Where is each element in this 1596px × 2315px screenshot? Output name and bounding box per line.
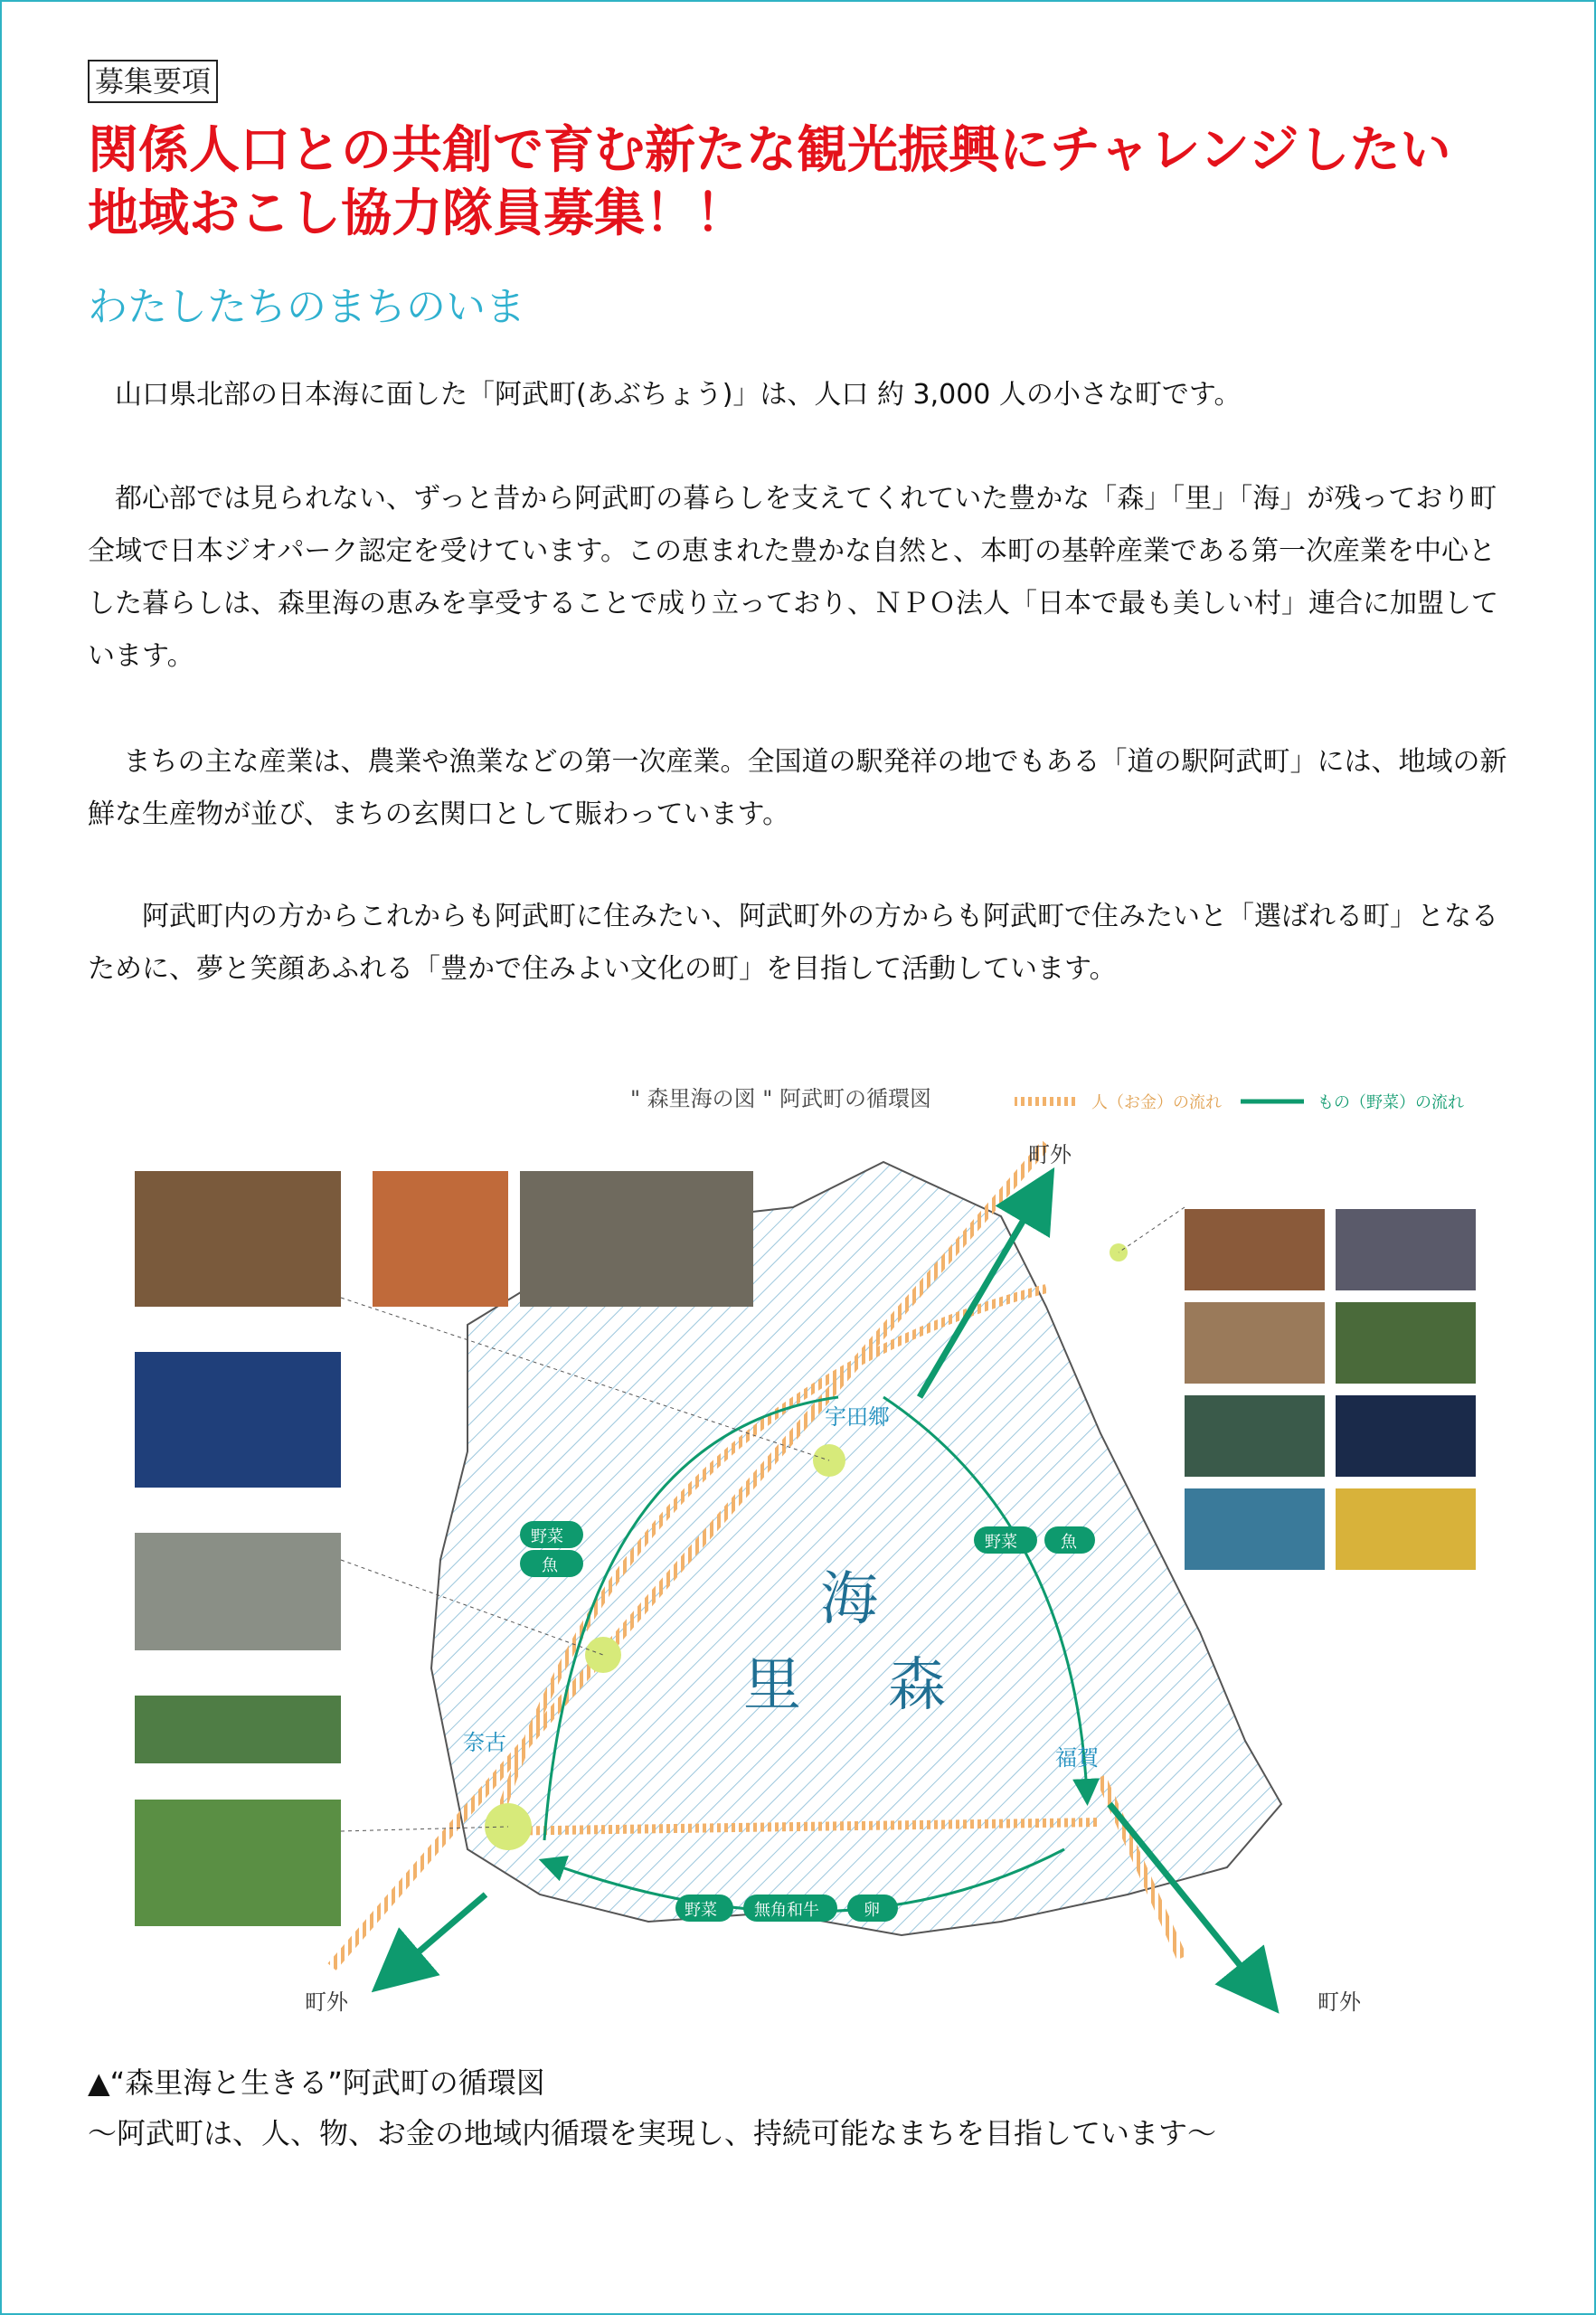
photo-japanese-room xyxy=(135,1171,341,1307)
photo-cabin xyxy=(135,1800,341,1926)
paragraph-industry: まちの主な産業は、農業や漁業などの第一次産業。全国道の駅発祥の地でもある「道の駅阿武町」には、地域の新鮮な生産物が並び、まちの玄関口として賑わっています。 xyxy=(88,746,1507,830)
photo-night-coast xyxy=(135,1352,341,1488)
outside-label-southeast: 町外 xyxy=(1317,1989,1361,2015)
place-fukuga: 福賀 xyxy=(1055,1745,1099,1771)
recruitment-tag: 募集要項 xyxy=(88,60,218,103)
figure-caption: ▲“森里海と生きる”阿武町の循環図 xyxy=(88,2065,545,2100)
photo-grid-7 xyxy=(1185,1488,1325,1570)
legend-people-swatch xyxy=(1015,1097,1078,1106)
photo-food xyxy=(373,1171,508,1307)
headline-line-2: 地域おこし協力隊員募集！！ xyxy=(88,184,746,243)
place-nago: 奈古 xyxy=(463,1730,506,1755)
photo-row-top xyxy=(373,1171,753,1307)
outside-label-southwest: 町外 xyxy=(305,1989,348,2015)
legend-goods-label: もの（野菜）の流れ xyxy=(1317,1093,1464,1112)
paragraph-vision: 阿武町内の方からこれからも阿武町に住みたい、阿武町外の方からも阿武町で住みたいと「選ばれる町」となるために、夢と笑顔あふれる「豊かで住みよい文化の町」を目指して活動しています。 xyxy=(88,901,1498,985)
tag-yasai-left: 野菜 xyxy=(531,1527,563,1546)
place-udago: 宇田郷 xyxy=(825,1404,890,1430)
headline xyxy=(88,119,1535,246)
photo-column-left xyxy=(135,1171,341,1926)
tag-tamago: 卵 xyxy=(864,1901,880,1920)
photo-grid-4 xyxy=(1336,1302,1476,1384)
photo-grid-1 xyxy=(1185,1209,1325,1290)
region-village: 里 xyxy=(743,1652,801,1719)
tag-yasai-bottom: 野菜 xyxy=(685,1901,717,1920)
tag-yasai-right: 野菜 xyxy=(985,1533,1017,1552)
photo-grid-2 xyxy=(1336,1209,1476,1290)
tag-sakana-right: 魚 xyxy=(1061,1533,1077,1552)
photo-grid-5 xyxy=(1185,1395,1325,1477)
paragraph-nature: 都心部では見られない、ずっと昔から阿武町の暮らしを支えてくれていた豊かな「森」「里」「海」が残っており町全域で日本ジオパーク認定を受けています。この恵まれた豊かな自然と、本町の基幹産業である第一次産業を中心とした暮らしは、森里海の恵みを享受することで成り立っており、ＮＰＯ法人「日本で最も美しい村」連合に加盟しています。 xyxy=(88,483,1498,672)
photo-tents xyxy=(135,1696,341,1763)
circulation-diagram-svg xyxy=(88,1054,1512,2030)
photo-market xyxy=(520,1171,753,1307)
diagram-title: " 森里海の図 " 阿武町の循環図 xyxy=(630,1086,931,1111)
outside-label-north: 町外 xyxy=(1028,1142,1072,1167)
photo-grid-3 xyxy=(1185,1302,1325,1384)
figure-subcaption: ～阿武町は、人、物、お金の地域内循環を実現し、持続可能なまちを目指しています～ xyxy=(88,2116,1217,2150)
arrow-outside-southwest xyxy=(391,1895,486,1976)
photo-rock xyxy=(135,1533,341,1650)
paragraph-population: 山口県北部の日本海に面した「阿武町(あぶちょう)」は、人口 約 3,000 人の小さな町です。 xyxy=(88,379,1242,411)
tag-wagyu: 無角和牛 xyxy=(754,1901,819,1920)
legend-people-label: 人（お金）の流れ xyxy=(1091,1093,1222,1112)
region-forest: 森 xyxy=(888,1652,946,1719)
node-center xyxy=(585,1637,621,1673)
photo-grid-6 xyxy=(1336,1395,1476,1477)
headline-line-1: 関係人口との共創で育む新たな観光振興にチャレンジしたい xyxy=(88,121,1451,180)
region-sea: 海 xyxy=(820,1566,878,1633)
photo-grid-8 xyxy=(1336,1488,1476,1570)
tag-sakana-left: 魚 xyxy=(542,1556,558,1575)
photo-grid-right xyxy=(1185,1209,1476,1570)
section-heading: わたしたちのまちのいま xyxy=(88,284,525,330)
circulation-diagram xyxy=(88,1054,1512,2030)
